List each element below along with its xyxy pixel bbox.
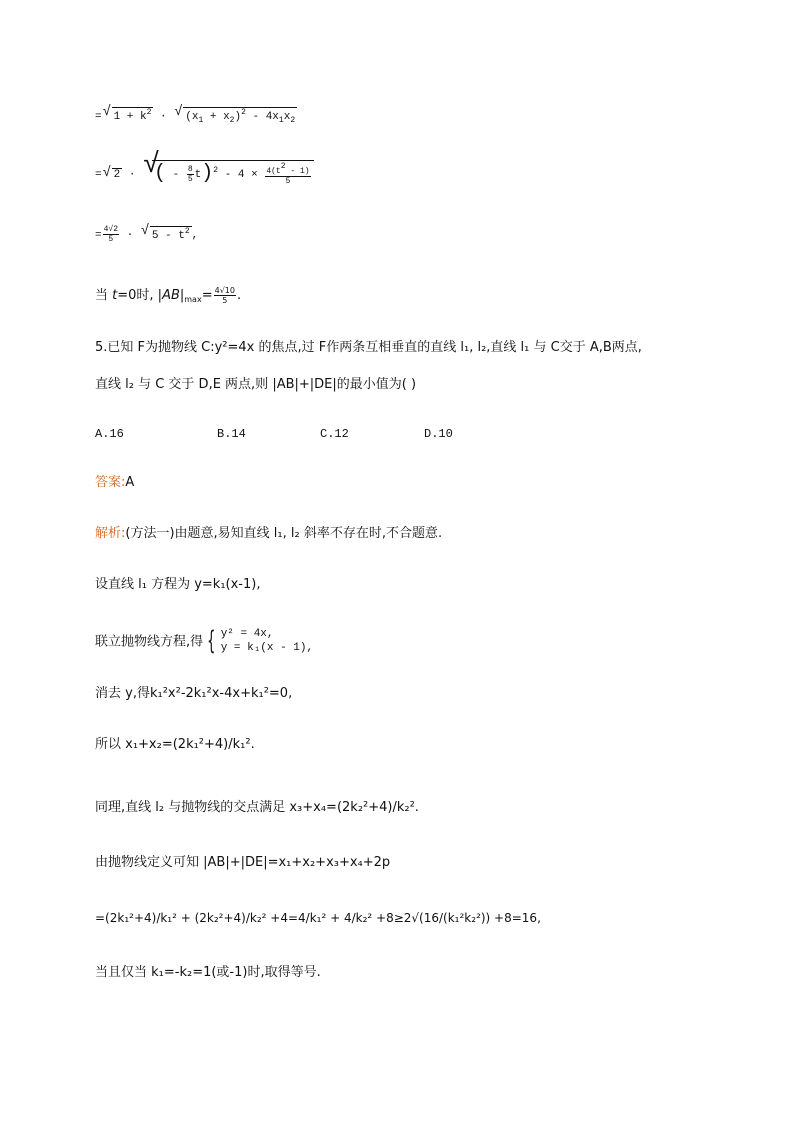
answer-line [95,476,134,489]
option-c: C.12 [320,427,349,441]
solution-text-1: (方法一)由题意,易知直线 l₁, l₂ 斜率不存在时,不合题意. [125,526,443,541]
max-result-line: 当 t=0时, $|AB|_{max}=$ $\frac{4√10}{5}$ . [95,286,242,306]
left-brace: { [207,626,216,657]
solution-line-7: 由抛物线定义可知 |AB|+|DE|=x₁+x₂+x₃+x₄+2p [95,855,391,870]
sqrt-expr: √ $(x_1 + x_2)^2 - 4x_1x_2$ [174,107,297,125]
question-number: 5. [95,340,108,355]
answer-value: A [125,475,135,490]
solution-line-4: 消去 y,得k₁²x²-2k₁²x-4x+k₁²=0, [95,686,293,701]
solution-line-2: 设直线 l₁ 方程为 y=k₁(x-1), [95,577,261,592]
sqrt-expr: √ $1 + k^2$ [103,107,154,123]
solution-line-9: 当且仅当 k₁=-k₂=1(或-1)时,取得等号. [95,965,321,980]
question-stem-part1: 已知 F为抛物线 C:y²=4x 的焦点,过 F作两条互相垂直的直线 l₁, l₂,直线 l₁ 与 C交于 A,B两点, [107,340,642,355]
equation-line-1: =√ $1 + k^2$ · √ $(x_1 + x_2)^2 - 4x_1x_2$ [95,107,297,125]
option-b: B.14 [217,427,246,441]
solution-text-3: 联立抛物线方程,得 [95,634,204,650]
solution-line-5: 所以 x₁+x₂=(2k₁²+4)/k₁². [95,737,255,752]
solution-line-1 [95,527,442,540]
answer-label: 答案: [95,475,126,490]
system-eq-2: y = k₁(x - 1), [220,641,314,654]
equation-line-2: =√ 2 · √ ( - $\frac{8}{5}$ t)$^2$ - 4 × $\frac{4(t2 - 1)}{5}$ [95,160,314,186]
question-stem-line-2: 直线 l₂ 与 C 交于 D,E 两点,则 |AB|+|DE|的最小值为( ) [95,377,417,392]
solution-line-8: =(2k₁²+4)/k₁² + (2k₂²+4)/k₂² +4=4/k₁² + 4/k₂² +8≥2√(16/(k₁²k₂²)) +8=16, [95,911,541,925]
option-d: D.10 [424,427,453,441]
solution-label: 解析: [95,526,126,541]
sqrt-expr: √ $5 - t^2$ [141,226,192,242]
solution-line-3 [95,628,313,656]
sqrt-expr: √ ( - $\frac{8}{5}$ t)$^2$ - 4 × $\frac{4(t2 - 1)}{5}$ [143,160,314,186]
system-eq-1: y² = 4x, [220,628,274,640]
equation-system [221,628,313,656]
equation-line-3: = $\frac{4√2}{5}$ · √ $5 - t^2$ , [95,225,198,244]
question-stem-line-1 [95,341,642,354]
sqrt-expr: √ 2 [103,168,123,181]
option-a: A.16 [95,427,124,441]
solution-line-6: 同理,直线 l₂ 与抛物线的交点满足 x₃+x₄=(2k₂²+4)/k₂². [95,800,419,815]
